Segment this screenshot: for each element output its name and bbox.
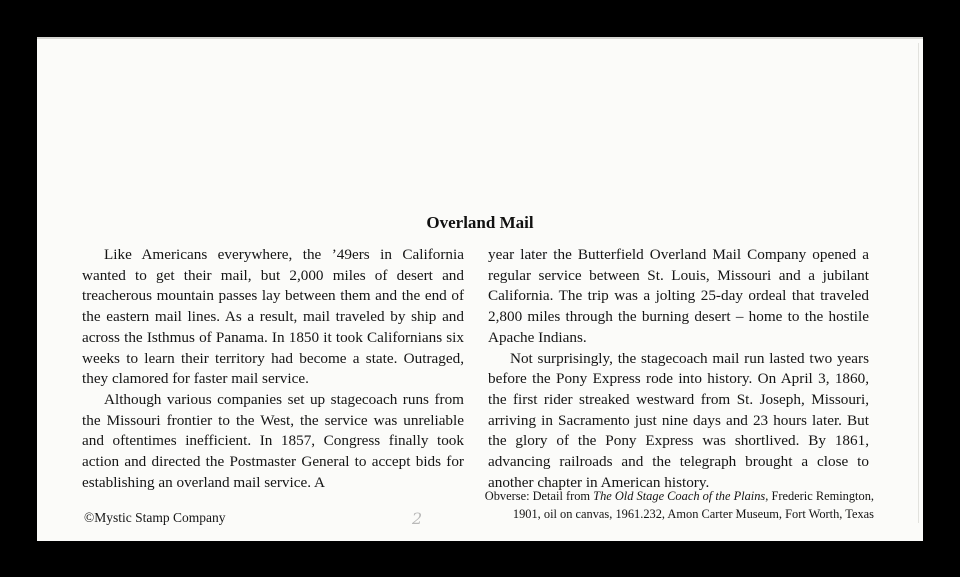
paragraph-2: Although various companies set up stagecoach runs from the Missouri frontier to the West, the service was unreliable and oftentimes inefficient. In 1857, Congress finally took action and directed the Postmaster General to accept bids for establishing an overland mail service. A (82, 390, 464, 491)
image-caption (437, 487, 874, 523)
caption-work-title: The Old Stage Coach of the Plains (593, 489, 766, 503)
document-card (37, 37, 923, 541)
paragraph-3: Not surprisingly, the stagecoach mail run lasted two years before the Pony Express rode into history. On April 3, 1860, the first rider streaked westward from St. Joseph, Missouri, arriving in Sacramento just nine days and 23 hours later. But the glory of the Pony Express was shortlived. By 1861, advancing railroads and the telegraph brought a close to another chapter in American history. (488, 349, 869, 491)
pencil-mark: 2 (412, 509, 423, 528)
document-title: Overland Mail (426, 213, 534, 232)
paragraph-1: Like Americans everywhere, the ’49ers in California wanted to get their mail, but 2,000 miles of desert and treacherous mountain passes lay between them and the end of the eastern mail lines. As a result, mail traveled by ship and across the Isthmus of Panama. In 1850 it took Californians six weeks to learn their territory had become a state. Outraged, they clamored for faster mail service. (82, 246, 464, 388)
caption-line2: 1901, oil on canvas, 1961.232, Amon Carter Museum, Fort Worth, Texas (512, 507, 874, 521)
left-column (82, 245, 464, 493)
paragraph-2-continued: year later the Butterfield Overland Mail Company opened a regular service between St. Louis, Missouri and a jubilant California. The trip was a jolting 25-day ordeal that traveled 2,800 miles through the burning desert – home to the hostile Apache Indians. (488, 246, 869, 346)
copyright-notice: ©Mystic Stamp Company (84, 510, 226, 525)
right-column (488, 245, 869, 493)
caption-prefix: Obverse: Detail from (484, 489, 594, 503)
caption-line1-suffix: , Frederic Remington, (765, 489, 874, 503)
